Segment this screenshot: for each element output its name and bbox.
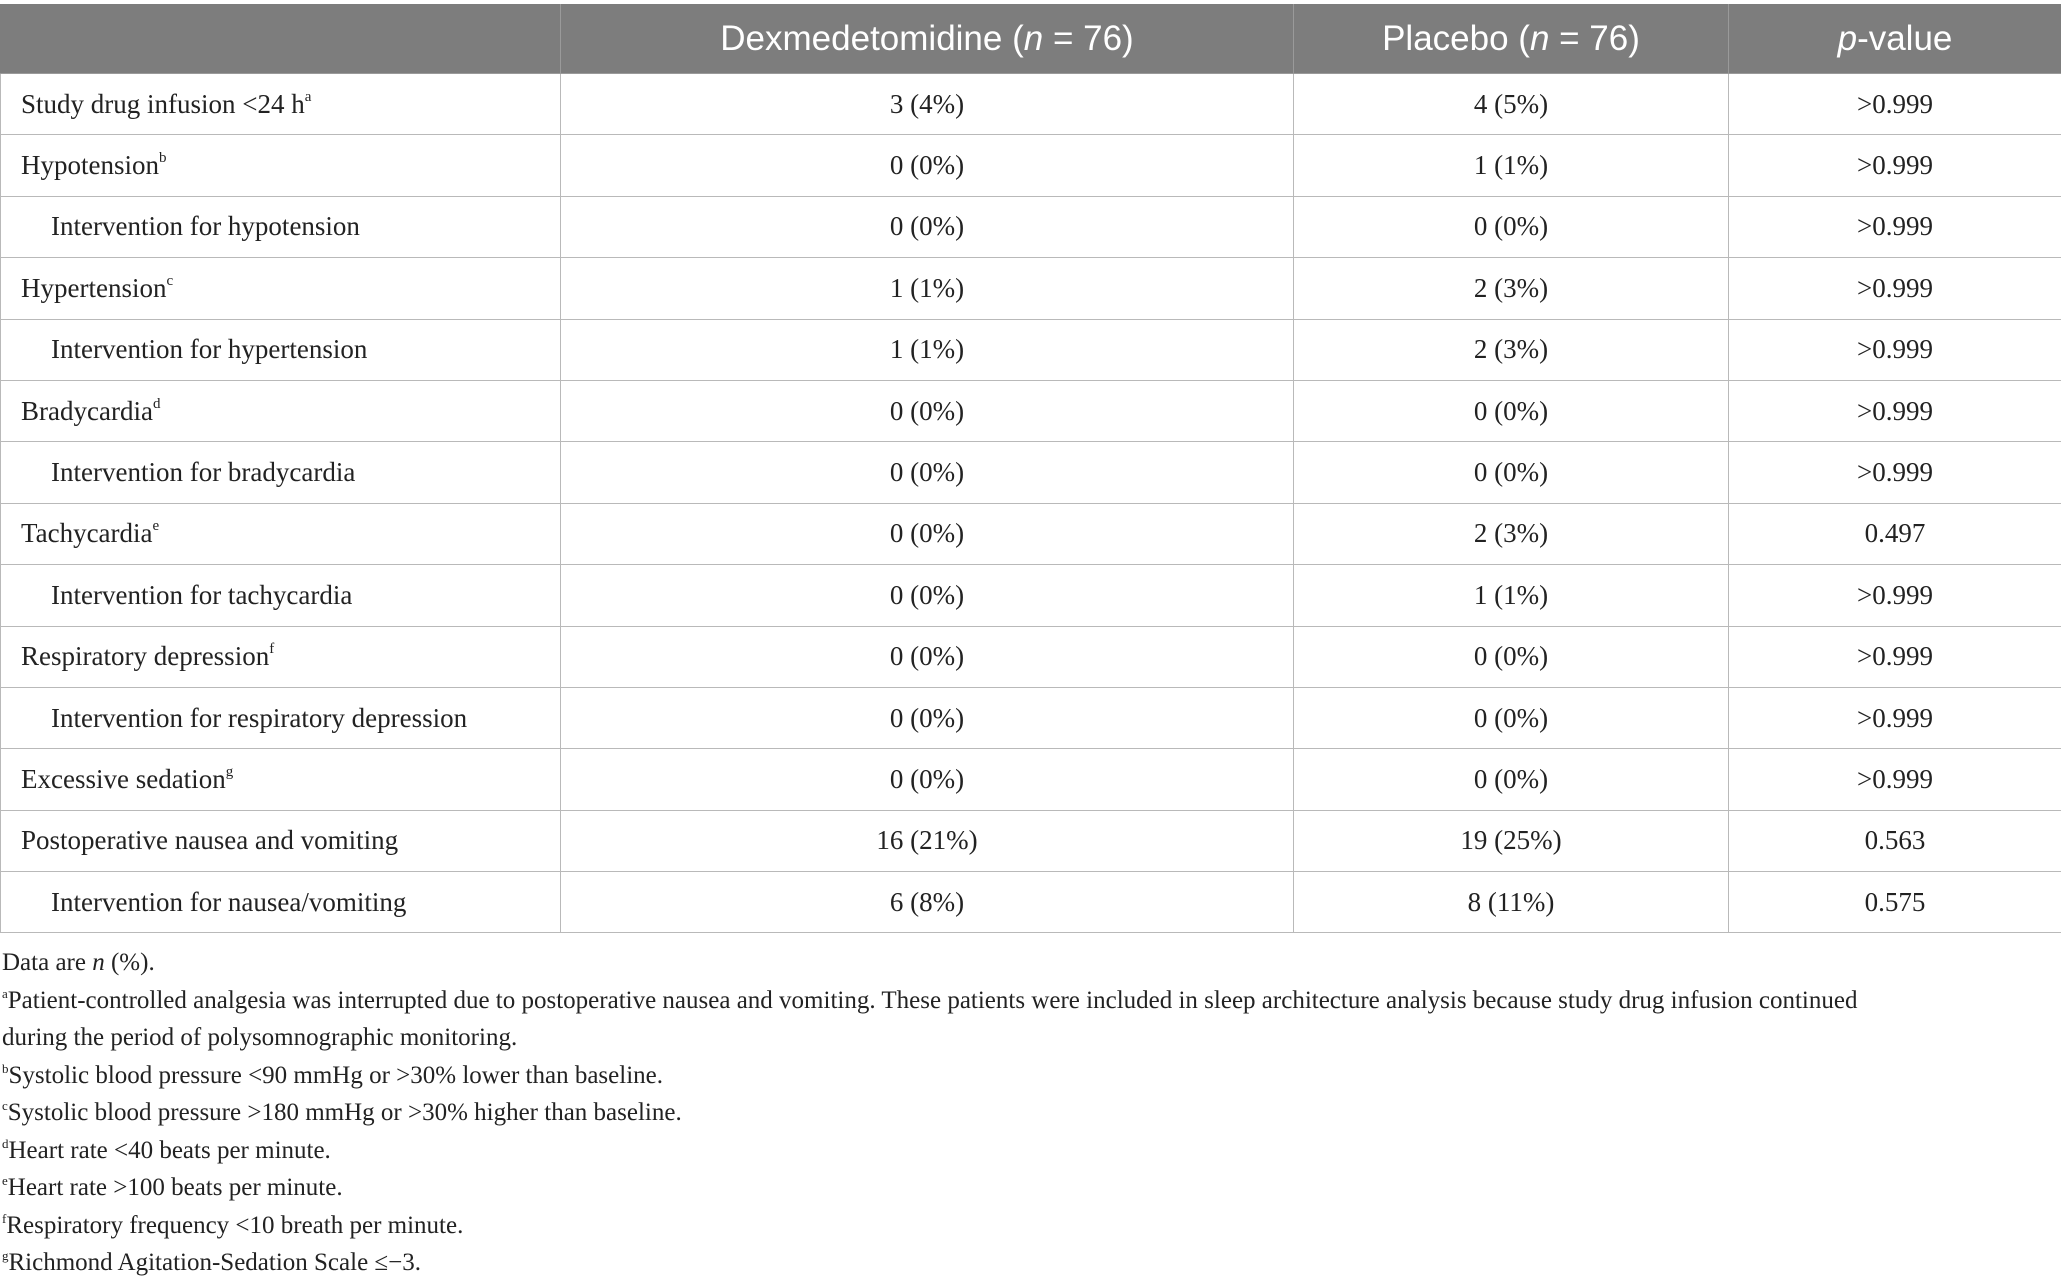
header-p: p bbox=[1837, 19, 1858, 58]
row-label bbox=[1, 687, 561, 748]
footnote-g-marker: g bbox=[2, 1248, 9, 1263]
cell-dexmedetomidine: 16 (21%) bbox=[561, 810, 1294, 871]
row-label-text: Intervention for hypertension bbox=[51, 334, 368, 365]
footnote-marker: e bbox=[152, 518, 160, 535]
footnote-e-marker: e bbox=[2, 1173, 8, 1188]
cell-p-value: >0.999 bbox=[1729, 626, 2061, 687]
cell-dexmedetomidine: 0 (0%) bbox=[561, 196, 1294, 257]
row-label bbox=[1, 196, 561, 257]
cell-p-value: >0.999 bbox=[1729, 196, 2061, 257]
footnote-b-marker: b bbox=[2, 1060, 9, 1076]
row-label bbox=[1, 380, 561, 441]
row-label bbox=[1, 749, 561, 810]
table-body bbox=[1, 74, 2061, 933]
cell-p-value: >0.999 bbox=[1729, 135, 2061, 196]
header-placebo bbox=[1294, 5, 1729, 74]
row-label bbox=[1, 319, 561, 380]
cell-p-value: >0.999 bbox=[1729, 319, 2061, 380]
header-p-rest: -value bbox=[1857, 19, 1953, 58]
cell-placebo: 2 (3%) bbox=[1294, 319, 1729, 380]
cell-placebo: 0 (0%) bbox=[1294, 442, 1729, 503]
footnote-c bbox=[2, 1094, 2042, 1132]
cell-p-value: >0.999 bbox=[1729, 749, 2061, 810]
table-row bbox=[1, 135, 2061, 196]
row-label bbox=[1, 626, 561, 687]
row-label-text: Hypertension bbox=[21, 272, 167, 303]
row-label-text: Bradycardia bbox=[21, 395, 153, 426]
cell-dexmedetomidine: 0 (0%) bbox=[561, 442, 1294, 503]
cell-p-value: >0.999 bbox=[1729, 687, 2061, 748]
table-footnotes bbox=[2, 944, 2042, 1282]
footnote-d-marker: d bbox=[2, 1135, 9, 1151]
row-label-text: Intervention for hypotension bbox=[51, 211, 360, 242]
row-label-text: Intervention for tachycardia bbox=[51, 579, 353, 610]
cell-p-value: >0.999 bbox=[1729, 74, 2061, 135]
table-row bbox=[1, 687, 2061, 748]
cell-dexmedetomidine: 0 (0%) bbox=[561, 687, 1294, 748]
footnote-a-continued bbox=[2, 1019, 2042, 1057]
footnote-f-text: Respiratory frequency <10 breath per minute. bbox=[6, 1211, 464, 1239]
cell-dexmedetomidine: 6 (8%) bbox=[561, 872, 1294, 933]
table-row bbox=[1, 442, 2061, 503]
cell-dexmedetomidine: 3 (4%) bbox=[561, 74, 1294, 135]
footnote-d-text: Heart rate <40 beats per minute. bbox=[8, 1136, 331, 1164]
footnote-marker: c bbox=[166, 272, 174, 289]
cell-placebo: 1 (1%) bbox=[1294, 135, 1729, 196]
cell-placebo: 0 (0%) bbox=[1294, 749, 1729, 810]
table-row bbox=[1, 749, 2061, 810]
table-row bbox=[1, 503, 2061, 564]
table-header bbox=[1, 5, 2061, 74]
cell-p-value: 0.563 bbox=[1729, 810, 2061, 871]
cell-p-value: >0.999 bbox=[1729, 380, 2061, 441]
cell-placebo: 19 (25%) bbox=[1294, 810, 1729, 871]
cell-dexmedetomidine: 1 (1%) bbox=[561, 319, 1294, 380]
table-row bbox=[1, 196, 2061, 257]
header-dex-count: = 76) bbox=[1043, 19, 1134, 58]
table-row bbox=[1, 380, 2061, 441]
row-label-text: Intervention for bradycardia bbox=[51, 457, 356, 488]
header-placebo-n: n bbox=[1529, 19, 1550, 58]
cell-placebo: 0 (0%) bbox=[1294, 687, 1729, 748]
cell-placebo: 0 (0%) bbox=[1294, 626, 1729, 687]
header-blank bbox=[1, 5, 561, 74]
row-label-text: Hypotension bbox=[21, 150, 159, 181]
row-label-text: Excessive sedation bbox=[21, 763, 226, 794]
footnote-data bbox=[2, 944, 2042, 982]
footnote-data-prefix: Data are bbox=[2, 949, 93, 976]
header-placebo-count: = 76) bbox=[1549, 19, 1640, 58]
table-row bbox=[1, 872, 2061, 933]
footnote-a-text-line2: during the period of polysomnographic monitoring. bbox=[2, 1024, 518, 1051]
cell-placebo: 2 (3%) bbox=[1294, 258, 1729, 319]
cell-p-value: >0.999 bbox=[1729, 565, 2061, 626]
header-row bbox=[1, 5, 2061, 74]
header-dex-name: Dexmedetomidine ( bbox=[720, 19, 1024, 58]
footnote-c-text: Systolic blood pressure >180 mmHg or >30% higher than baseline. bbox=[7, 1099, 682, 1126]
cell-dexmedetomidine: 0 (0%) bbox=[561, 749, 1294, 810]
cell-placebo: 4 (5%) bbox=[1294, 74, 1729, 135]
header-placebo-name: Placebo ( bbox=[1382, 19, 1530, 58]
footnote-b-text: Systolic blood pressure <90 mmHg or >30% lower than baseline. bbox=[8, 1061, 663, 1089]
footnote-f-marker: f bbox=[2, 1210, 7, 1226]
cell-dexmedetomidine: 0 (0%) bbox=[561, 565, 1294, 626]
footnote-c-marker: c bbox=[2, 1098, 8, 1113]
cell-p-value: >0.999 bbox=[1729, 258, 2061, 319]
cell-placebo: 2 (3%) bbox=[1294, 503, 1729, 564]
cell-dexmedetomidine: 0 (0%) bbox=[561, 135, 1294, 196]
footnote-a-marker: a bbox=[2, 985, 8, 1001]
adverse-events-table-container bbox=[0, 4, 2061, 933]
footnote-a bbox=[2, 982, 2042, 1020]
cell-p-value: 0.497 bbox=[1729, 503, 2061, 564]
row-label bbox=[1, 135, 561, 196]
table-row bbox=[1, 258, 2061, 319]
header-dex-n: n bbox=[1023, 19, 1044, 58]
row-label-text: Intervention for respiratory depression bbox=[51, 702, 468, 733]
footnote-marker: a bbox=[304, 88, 312, 105]
row-label-text: Intervention for nausea/vomiting bbox=[51, 886, 407, 917]
table-row bbox=[1, 319, 2061, 380]
footnote-e bbox=[2, 1169, 2042, 1207]
table-row bbox=[1, 626, 2061, 687]
adverse-events-table bbox=[0, 4, 2061, 933]
table-row bbox=[1, 74, 2061, 135]
footnote-data-suffix: (%). bbox=[104, 949, 155, 976]
row-label bbox=[1, 565, 561, 626]
row-label-text: Study drug infusion <24 h bbox=[21, 88, 305, 119]
row-label bbox=[1, 872, 561, 933]
table-row bbox=[1, 565, 2061, 626]
footnote-f bbox=[2, 1207, 2042, 1245]
cell-dexmedetomidine: 1 (1%) bbox=[561, 258, 1294, 319]
row-label-text: Respiratory depression bbox=[21, 641, 270, 672]
footnote-data-n: n bbox=[92, 949, 105, 976]
footnote-d bbox=[2, 1132, 2042, 1170]
footnote-marker: b bbox=[159, 150, 167, 167]
cell-placebo: 1 (1%) bbox=[1294, 565, 1729, 626]
footnote-marker: d bbox=[152, 395, 161, 412]
footnote-a-text-line1: Patient-controlled analgesia was interrupted due to postoperative nausea and vomiting. These patients were included in sleep architecture analysis because study drug infusion continued bbox=[7, 986, 1858, 1014]
row-label bbox=[1, 74, 561, 135]
footnote-g-text: Richmond Agitation-Sedation Scale ≤−3. bbox=[8, 1249, 421, 1276]
header-p-value bbox=[1729, 5, 2061, 74]
cell-dexmedetomidine: 0 (0%) bbox=[561, 503, 1294, 564]
cell-dexmedetomidine: 0 (0%) bbox=[561, 380, 1294, 441]
footnote-marker: g bbox=[225, 763, 234, 780]
row-label bbox=[1, 810, 561, 871]
header-dexmedetomidine bbox=[561, 5, 1294, 74]
cell-placebo: 0 (0%) bbox=[1294, 380, 1729, 441]
row-label-text: Tachycardia bbox=[21, 518, 153, 549]
row-label bbox=[1, 258, 561, 319]
cell-p-value: >0.999 bbox=[1729, 442, 2061, 503]
footnote-b bbox=[2, 1057, 2042, 1095]
row-label bbox=[1, 503, 561, 564]
cell-placebo: 0 (0%) bbox=[1294, 196, 1729, 257]
cell-placebo: 8 (11%) bbox=[1294, 872, 1729, 933]
table-row bbox=[1, 810, 2061, 871]
cell-dexmedetomidine: 0 (0%) bbox=[561, 626, 1294, 687]
footnote-g bbox=[2, 1244, 2042, 1282]
footnote-e-text: Heart rate >100 beats per minute. bbox=[7, 1174, 343, 1201]
footnote-marker: f bbox=[269, 641, 275, 658]
cell-p-value: 0.575 bbox=[1729, 872, 2061, 933]
row-label bbox=[1, 442, 561, 503]
row-label-text: Postoperative nausea and vomiting bbox=[21, 825, 399, 856]
